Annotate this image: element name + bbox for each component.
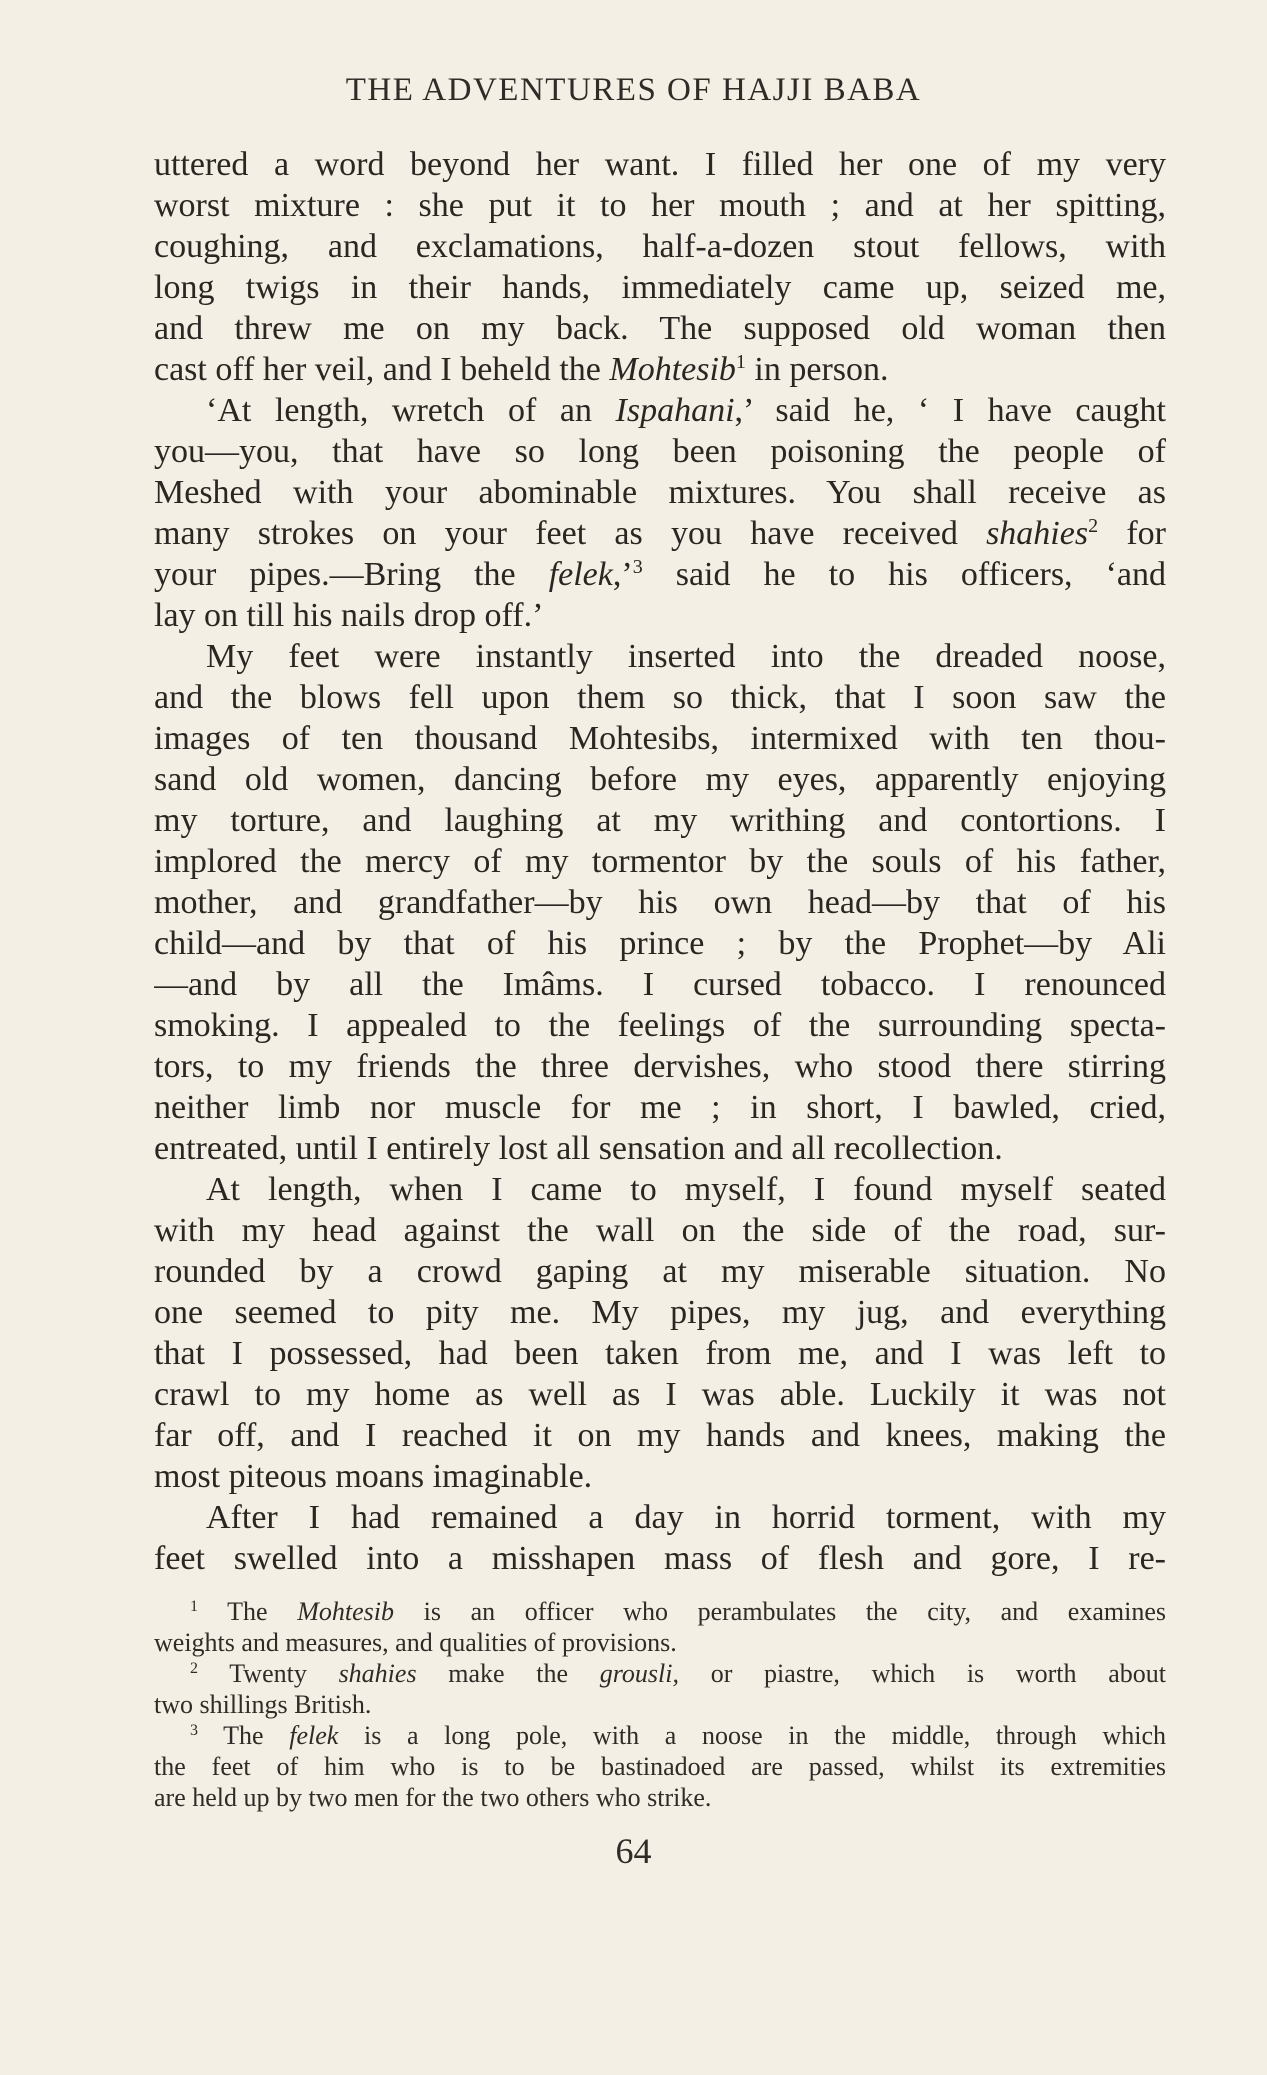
text-line — [154, 431, 1166, 472]
text-run: that I possessed, had been taken from me, and I was left to — [154, 1335, 1166, 1372]
text-run: worst mixture : she put it to her mouth ; and at her spitting, — [154, 187, 1166, 224]
footnotes — [154, 1596, 1166, 1813]
text-run: your pipes.—Bring the — [154, 556, 549, 593]
page-number: 64 — [615, 1831, 652, 1871]
text-line — [154, 800, 1166, 841]
italic-term: Mohtesib — [297, 1597, 394, 1626]
text-line — [154, 1292, 1166, 1333]
text-line — [154, 677, 1166, 718]
text-line — [154, 1415, 1166, 1456]
text-run: for — [1098, 515, 1166, 552]
text-line — [154, 554, 1166, 595]
text-run: ‘At length, wretch of an — [206, 392, 616, 429]
text-run: lay on till his nails drop off.’ — [154, 597, 544, 634]
text-run: two shillings British. — [154, 1690, 372, 1719]
text-line — [154, 390, 1166, 431]
text-line — [154, 144, 1166, 185]
footnote-line — [154, 1627, 1166, 1658]
body-text — [154, 144, 1166, 1579]
text-run: entreated, until I entirely lost all sensation and all recollection. — [154, 1130, 1003, 1167]
text-run: is an officer who perambulates the city, and examines — [393, 1597, 1166, 1626]
text-run: cast off her veil, and I beheld the — [154, 351, 610, 388]
text-line — [154, 1374, 1166, 1415]
text-line — [154, 513, 1166, 554]
text-run: far off, and I reached it on my hands and knees, making the — [154, 1417, 1166, 1454]
text-line — [154, 267, 1166, 308]
text-line — [154, 718, 1166, 759]
text-line — [154, 1169, 1166, 1210]
text-run: and the blows fell upon them so thick, that I soon saw the — [154, 679, 1166, 716]
text-run: implored the mercy of my tormentor by the souls of his father, — [154, 843, 1166, 880]
text-run: the feet of him who is to be bastinadoed are passed, whilst its extremities — [154, 1752, 1166, 1781]
text-run: child—and by that of his prince ; by the Prophet—by Ali — [154, 925, 1166, 962]
text-run: feet swelled into a misshapen mass of flesh and gore, I re- — [154, 1540, 1166, 1577]
text-run: my torture, and laughing at my writhing and contortions. I — [154, 802, 1166, 839]
text-line — [154, 882, 1166, 923]
text-run: sand old women, dancing before my eyes, apparently enjoying — [154, 761, 1166, 798]
footnote-marker: 3 — [190, 1722, 198, 1739]
text-line — [154, 1333, 1166, 1374]
text-run: —and by all the Imâms. I cursed tobacco. I renounced — [154, 966, 1166, 1003]
text-line — [154, 185, 1166, 226]
text-run: tors, to my friends the three dervishes, who stood there stirring — [154, 1048, 1166, 1085]
text-line — [154, 841, 1166, 882]
text-line — [154, 964, 1166, 1005]
text-run: crawl to my home as well as I was able. Luckily it was not — [154, 1376, 1166, 1413]
text-run: The — [198, 1721, 290, 1750]
text-line — [154, 472, 1166, 513]
text-run: neither limb nor muscle for me ; in short, I bawled, cried, — [154, 1089, 1166, 1126]
text-run: After I had remained a day in horrid torment, with my — [206, 1499, 1166, 1536]
italic-term: grousli, — [599, 1659, 679, 1688]
text-run: is a long pole, with a noose in the middle, through which — [338, 1721, 1166, 1750]
text-run: mother, and grandfather—by his own head—by that of his — [154, 884, 1166, 921]
text-line — [154, 1046, 1166, 1087]
italic-term: shahies — [986, 515, 1089, 552]
text-run: Twenty — [198, 1659, 339, 1688]
text-run: smoking. I appealed to the feelings of the surrounding specta- — [154, 1007, 1166, 1044]
text-line — [154, 595, 1166, 636]
text-line — [154, 1456, 1166, 1497]
text-run: one seemed to pity me. My pipes, my jug, and everything — [154, 1294, 1166, 1331]
italic-term: felek — [548, 556, 613, 593]
text-run: with my head against the wall on the side of the road, sur- — [154, 1212, 1166, 1249]
footnote-marker: 1 — [735, 351, 746, 373]
text-line — [154, 226, 1166, 267]
text-run: or piastre, which is worth about — [678, 1659, 1166, 1688]
footnote-marker: 1 — [190, 1598, 198, 1615]
text-run: make the — [416, 1659, 600, 1688]
text-run: most piteous moans imaginable. — [154, 1458, 593, 1495]
text-run: The — [198, 1597, 298, 1626]
text-run: in person. — [745, 351, 889, 388]
text-run: and threw me on my back. The supposed old woman then — [154, 310, 1166, 347]
text-run: long twigs in their hands, immediately came up, seized me, — [154, 269, 1166, 306]
text-line — [154, 1087, 1166, 1128]
italic-term: Ispahani — [615, 392, 735, 429]
text-run: said he to his officers, ‘and — [642, 556, 1166, 593]
text-run: My feet were instantly inserted into the dreaded noose, — [206, 638, 1166, 675]
text-line — [154, 1128, 1166, 1169]
text-line — [154, 1210, 1166, 1251]
text-line — [154, 1251, 1166, 1292]
text-line — [154, 636, 1166, 677]
text-line — [154, 923, 1166, 964]
text-line — [154, 349, 1166, 390]
text-run: ,’ said he, ‘ I have caught — [734, 392, 1166, 429]
text-line — [154, 1538, 1166, 1579]
running-head: THE ADVENTURES OF HAJJI BABA — [345, 72, 922, 108]
text-line — [154, 308, 1166, 349]
footnote-marker: 2 — [190, 1660, 198, 1677]
text-run: you—you, that have so long been poisoning the people of — [154, 433, 1166, 470]
footnote-line — [154, 1720, 1166, 1751]
footnote-line — [154, 1751, 1166, 1782]
text-run: many strokes on your feet as you have received — [154, 515, 987, 552]
text-line — [154, 1497, 1166, 1538]
footnote-line — [154, 1689, 1166, 1720]
text-run: At length, when I came to myself, I found myself seated — [206, 1171, 1166, 1208]
italic-term: Mohtesib — [609, 351, 736, 388]
text-line — [154, 759, 1166, 800]
text-run: are held up by two men for the two others who strike. — [154, 1783, 712, 1812]
text-line — [154, 1005, 1166, 1046]
footnote-line — [154, 1658, 1166, 1689]
italic-term: shahies — [338, 1659, 417, 1688]
footnote-line — [154, 1782, 1166, 1813]
text-run: uttered a word beyond her want. I filled her one of my very — [154, 146, 1166, 183]
footnote-marker: 2 — [1088, 515, 1099, 537]
footnote-line — [154, 1596, 1166, 1627]
text-run: coughing, and exclamations, half-a-dozen stout fellows, with — [154, 228, 1166, 265]
footnote-marker: 3 — [632, 556, 643, 578]
text-run: Meshed with your abominable mixtures. You shall receive as — [154, 474, 1166, 511]
italic-term: felek — [289, 1721, 339, 1750]
text-run: ,’ — [612, 556, 633, 593]
text-run: rounded by a crowd gaping at my miserable situation. No — [154, 1253, 1166, 1290]
text-run: weights and measures, and qualities of provisions. — [154, 1628, 677, 1657]
text-run: images of ten thousand Mohtesibs, intermixed with ten thou- — [154, 720, 1166, 757]
